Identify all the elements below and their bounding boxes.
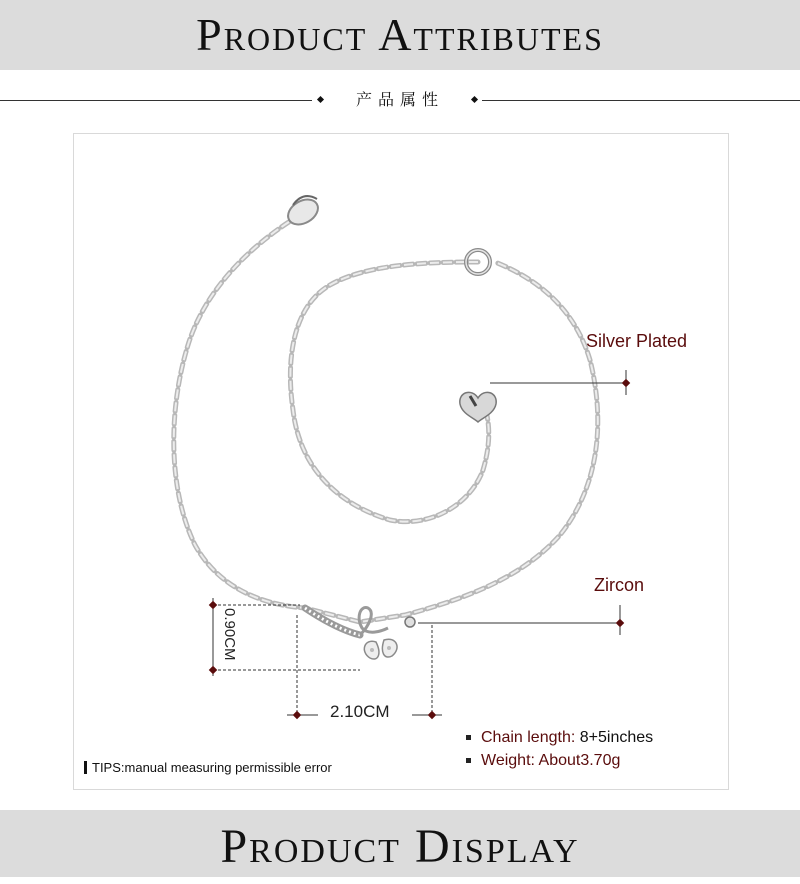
weight-spec: Weight: About3.70g <box>466 752 620 770</box>
heart-charm-icon <box>460 392 496 422</box>
inner-chain <box>290 262 488 522</box>
marker-diamond-icon <box>616 619 624 627</box>
marker-diamond-icon <box>622 379 630 387</box>
banner-title: Product Display <box>220 820 580 873</box>
marker-diamond-icon <box>293 711 301 719</box>
bullet-square-icon <box>466 735 471 740</box>
marker-diamond-icon <box>428 711 436 719</box>
marker-diamond-icon <box>209 666 217 674</box>
height-dimension-label: 0.90CM <box>221 608 238 661</box>
product-display-banner <box>0 810 800 877</box>
zircon-label: Zircon <box>594 575 645 595</box>
tips-bar-icon <box>84 761 87 774</box>
chain-length-spec: Chain length: 8+5inches <box>466 729 653 747</box>
tips-note: TIPS:manual measuring permissible error <box>84 760 332 775</box>
small-charm-icon <box>405 617 415 627</box>
butterfly-charm-icon <box>364 639 397 659</box>
width-dimension-label: 2.10CM <box>330 702 390 721</box>
bullet-square-icon <box>466 758 471 763</box>
silver-plated-label: Silver Plated <box>586 331 688 351</box>
outer-chain <box>174 215 598 622</box>
marker-diamond-icon <box>209 601 217 609</box>
banner-title: Product Attributes <box>196 9 604 60</box>
subtitle-text: 产品属性 <box>355 90 444 109</box>
